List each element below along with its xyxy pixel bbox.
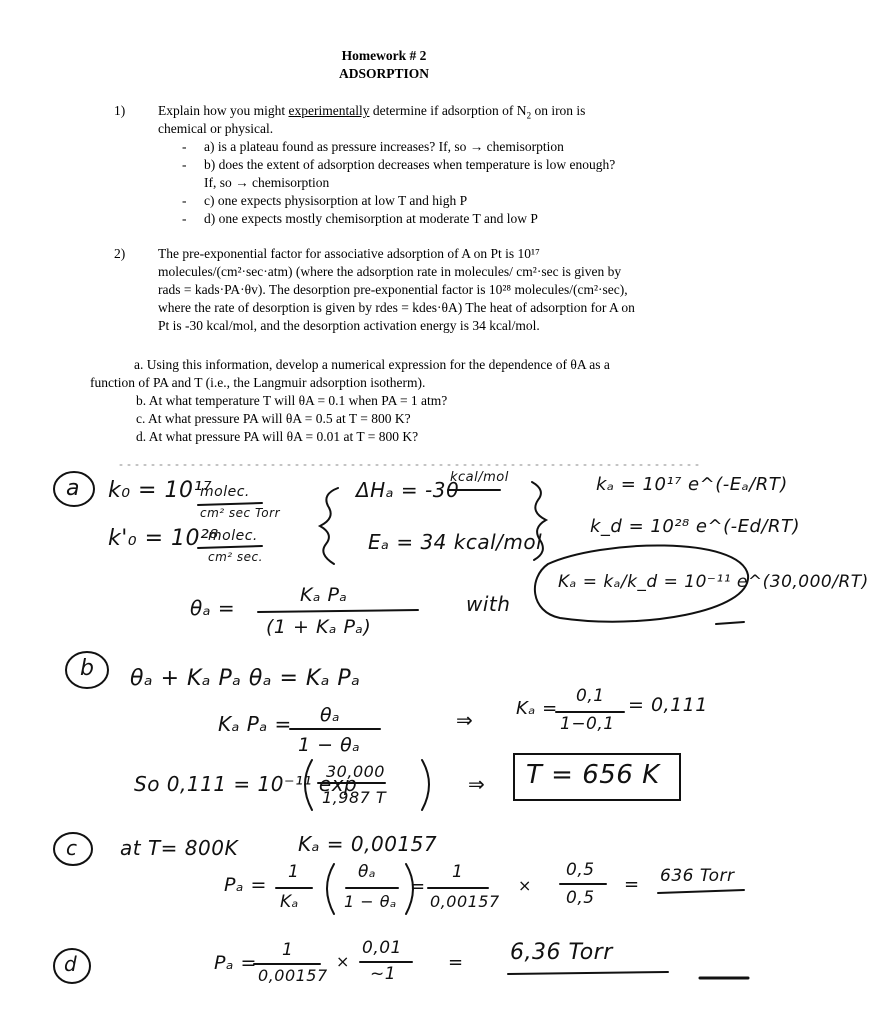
c-line1: at T= 800K — [120, 836, 239, 860]
problem1-item-b: b) does the extent of adsorption decreases when temperature is low enough? — [204, 157, 616, 172]
KA-expression: Kₐ = kₐ/k_d = 10⁻¹¹ e^(30,000/RT) — [558, 572, 869, 592]
d-f1-den: 0,00157 — [258, 966, 328, 985]
k0-prime-expression: k'₀ = 10²⁸ — [108, 526, 219, 551]
b-eq3-den: 1,987 T — [322, 788, 387, 807]
problem1-item-b-cont: If, so → chemisorption — [204, 175, 330, 190]
problem2-line: Pt is -30 kcal/mol, and the desorption activation energy is 34 kcal/mol. — [158, 318, 540, 333]
implies-arrow: ⇒ — [468, 772, 486, 796]
theta-lhs: θₐ = — [190, 596, 236, 620]
delta-h-units: kcal/mol — [450, 470, 509, 485]
bullet-dash: - — [182, 139, 187, 154]
delta-h: ΔHₐ = -30 — [356, 478, 460, 502]
c-f4-num: 0,5 — [566, 860, 595, 880]
problem2-part-c: c. At what pressure PA will θA = 0.5 at T = 800 K? — [136, 411, 411, 426]
times-sign: × — [336, 952, 350, 971]
c-f1-den: Kₐ — [280, 892, 299, 912]
problem1-line2: chemical or physical. — [158, 121, 274, 136]
kd-expression: k_d = 10²⁸ e^(-Ed/RT) — [590, 516, 800, 537]
theta-num: Kₐ Pₐ — [300, 584, 348, 606]
b-KA-lhs: Kₐ = — [516, 698, 558, 719]
problem2-line: where the rate of desorption is given by rdes = kdes·θA) The heat of adsorption for A on — [158, 300, 635, 315]
problem2-line: molecules/(cm²·sec·atm) (where the adsorption rate in molecules/ cm²·sec is given by — [158, 264, 622, 279]
b-eq3-num: 30,000 — [326, 762, 385, 781]
b-result: T = 656 K — [526, 760, 660, 790]
k0-expression: k₀ = 10¹⁷ — [108, 478, 213, 503]
label-b: b — [80, 656, 95, 681]
c-f3-den: 0,00157 — [430, 892, 500, 911]
theta-den: (1 + Kₐ Pₐ) — [266, 616, 372, 638]
problem2-part-b: b. At what temperature T will θA = 0.1 when PA = 1 atm? — [136, 393, 448, 408]
ka-expression: kₐ = 10¹⁷ e^(-Eₐ/RT) — [596, 474, 788, 495]
c-PA: Pₐ = — [224, 874, 267, 896]
d-f2-num: 0,01 — [362, 938, 402, 958]
k0-units-num: molec. — [200, 484, 250, 500]
problem2-part-a-cont: function of PA and T (i.e., the Langmuir adsorption isotherm). — [90, 375, 426, 390]
c-KA: Kₐ = 0,00157 — [298, 832, 438, 856]
c-f2-num: θₐ — [358, 862, 377, 882]
label-c: c — [66, 836, 78, 860]
problem1-item-a: a) is a plateau found as pressure increases? If, so → chemisorption — [204, 139, 564, 154]
problem2-line: rads = kads·PA·θv). The desorption pre-exponential factor is 10²⁸ molecules/(cm²·sec), — [158, 282, 628, 297]
b-eq2-den: 1 − θₐ — [298, 734, 361, 756]
b-eq2-lhs: Kₐ Pₐ = — [218, 712, 292, 736]
implies-arrow: ⇒ — [456, 708, 474, 732]
d-PA: Pₐ = — [214, 952, 257, 974]
with-label: with — [466, 592, 511, 616]
d-f2-den: ~1 — [370, 964, 397, 984]
problem2-part-d: d. At what pressure PA will θA = 0.01 at T = 800 K? — [136, 429, 419, 444]
d-result: 6,36 Torr — [510, 940, 613, 965]
problem1-line1: Explain how you might experimentally determine if adsorption of $N_2$ on iron is — [158, 103, 586, 121]
problem2-part-a: a. Using this information, develop a numerical expression for the dependence of θA as a — [134, 357, 610, 372]
problem1-item-d: d) one expects mostly chemisorption at moderate T and low P — [204, 211, 538, 226]
problem2-number: 2) — [114, 246, 126, 261]
page-title: Homework # 2 — [341, 48, 427, 63]
b-KA-value: = 0,111 — [628, 694, 708, 716]
equals-sign: = — [448, 952, 464, 973]
k0-units-den: cm² sec Torr — [200, 506, 281, 520]
label-d: d — [64, 952, 78, 976]
c-f1-num: 1 — [288, 862, 300, 882]
page-subtitle: ADSORPTION — [338, 66, 429, 81]
bullet-dash: - — [182, 157, 187, 172]
c-f3-num: 1 — [452, 862, 464, 882]
problem1-number: 1) — [114, 103, 126, 118]
b-KA-num: 0,1 — [576, 686, 605, 706]
times-sign: × — [518, 876, 532, 895]
c-result: 636 Torr — [660, 866, 735, 886]
b-eq2-num: θₐ — [320, 704, 341, 726]
d-f1-num: 1 — [282, 940, 294, 960]
ed-expression: Eₐ = 34 kcal/mol — [368, 530, 543, 554]
k0p-units-den: cm² sec. — [208, 550, 263, 564]
b-eq3: So 0,111 = 10⁻¹¹ exp — [134, 772, 358, 796]
label-a: a — [66, 476, 80, 501]
b-KA-den: 1−0,1 — [560, 714, 615, 734]
c-f2-den: 1 − θₐ — [344, 892, 397, 911]
bullet-dash: - — [182, 193, 187, 208]
problem2-line: The pre-exponential factor for associative adsorption of A on Pt is 10¹⁷ — [158, 246, 540, 261]
c-f4-den: 0,5 — [566, 888, 595, 908]
k0p-units-num: molec. — [208, 528, 258, 544]
bullet-dash: - — [182, 211, 187, 226]
equals-sign: = — [410, 876, 426, 897]
problem1-item-c: c) one expects physisorption at low T and high P — [204, 193, 468, 208]
b-eq1: θₐ + Kₐ Pₐ θₐ = Kₐ Pₐ — [130, 666, 361, 691]
equals-sign: = — [624, 874, 640, 895]
